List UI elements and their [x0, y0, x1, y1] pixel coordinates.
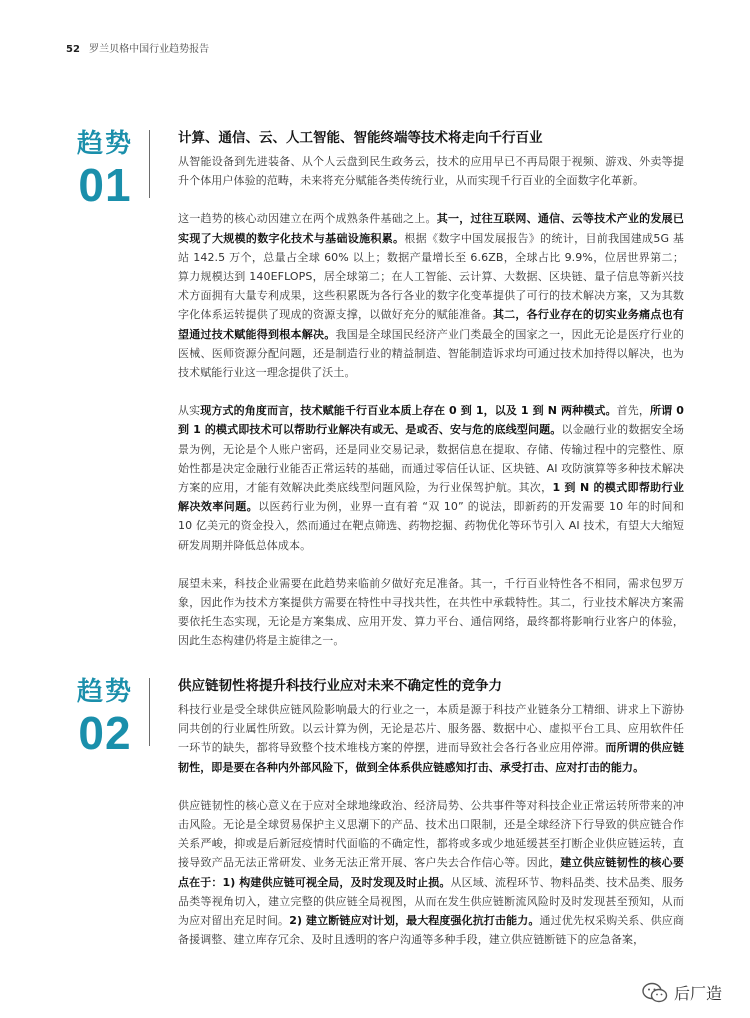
paragraph: [178, 796, 684, 950]
text-run: 根据《数字中国发展报告》的统计，目前我国建成5G 基站 142.5 万个，总量占全球 60% 以上；数据产量增长至 6.6ZB，全球占比 9.9%，位居世界第二；算力规模达到 140EFLOPS，居全球第二；在人工智能、云计算、大数据、区块链、量子信息等新兴技术方面拥有大量专利成果，这些积累既为各行各业的数字化变革提供了可行的技术解决方案，又为其数字化体系运转提供了现成的资源支撑，以做好充分的赋能准备。: [178, 231, 684, 322]
watermark-text: 后厂造: [673, 984, 722, 1003]
trend-word: 趋势: [76, 677, 133, 707]
bold-text: 1 到 N 的模式即帮助行业解决效率问题。: [178, 481, 684, 514]
wechat-icon: [642, 982, 668, 1004]
paragraph: [178, 401, 684, 555]
text-run: 以医药行业为例，业界一直有着 “双 10” 的说法，即新药的开发需要 10 年的时间和 10 亿美元的资金投入，然而通过在靶点筛选、药物挖掘、药物优化等环节引入 AI 技术，有望大大缩短研发周期并降低总体成本。: [178, 500, 684, 552]
paragraph: 从智能设备到先进装备、从个人云盘到民生政务云，技术的应用早已不再局限于视频、游戏、外卖等提升个体用户体验的范畴，未来将充分赋能各类传统行业，从而实现千行百业的全面数字化革新。: [178, 155, 684, 188]
text-run: 供应链韧性的核心意义在于应对全球地缘政治、经济局势、公共事件等对科技企业正常运转所带来的冲击风险。无论是全球贸易保护主义思潮下的产品、技术出口限制，还是全球经济下行导致的供应链合作关系严峻，抑或是后新冠疫情时代面临的不确定性，都将或多或少地延缓甚至打断企业供应链运转，直接导致产品无法正常研发、业务无法正常开展、客户失去合作信心等。因此，: [178, 798, 684, 870]
page-header: [66, 40, 209, 55]
trend-01-section: [178, 128, 684, 670]
section-divider: [149, 130, 150, 198]
trend-02-label: [70, 676, 140, 758]
trend-number: 01: [78, 159, 132, 211]
text-run: 以金融行业的数据安全场景为例，无论是个人账户密码，还是同业交易记录，数据信息在提取、存储、传输过程中的完整性、原始性都是决定金融行业能否正常运转的基础，而通过零信任认证、区块链、AI 攻防演算等多种技术解决方案的应用，才能有效解决此类底线型问题风险，为行业保驾护航。其次，: [178, 423, 684, 495]
page-number: 52: [66, 44, 80, 55]
bold-text: 建立供应链韧性的核心要点在于：1) 构建供应链可视全局，及时发现及时止损。: [178, 856, 684, 889]
trend-02-section: [178, 676, 684, 968]
section-title: 计算、通信、云、人工智能、智能终端等技术将走向千行百业: [178, 130, 543, 146]
text-run: 我国是全球国民经济产业门类最全的国家之一，因此无论是医疗行业的医械、医师资源分配问题，还是制造行业的精益制造、智能制造诉求均可通过技术加持得以解决，也为技术赋能行业这一理念提供了沃土。: [178, 327, 684, 380]
trend-number: 02: [78, 707, 132, 759]
bold-text: 其一，过往互联网、通信、云等技术产业的发展已实现了大规模的数字化技术与基础设施积累。: [178, 212, 684, 245]
bold-text: 而所谓的供应链韧性，即是要在各种内外部风险下，做到全体系供应链感知打击、承受打击、应对打击的能力。: [178, 741, 685, 774]
bold-text: 所谓 0 到 1 的模式即技术可以帮助行业解决有或无、是或否、安与危的底线型问题。: [178, 404, 684, 437]
bold-text: 现方式的角度而言，技术赋能千行百业本质上存在 0 到 1，以及 1 到 N 两种模式。: [200, 404, 617, 418]
section-divider: [149, 678, 150, 746]
bold-text: 2) 建立断链应对计划，最大程度强化抗打击能力。: [289, 914, 540, 928]
bold-text: 其二，各行业存在的切实业务痛点也有望通过技术赋能得到根本解决。: [178, 308, 684, 341]
text-run: 这一趋势的核心动因建立在两个成熟条件基础之上。: [178, 212, 437, 226]
text-run: 从区域、流程环节、物料品类、技术品类、服务品类等视角切入，建立完整的供应链全局视图，从而在发生供应链断流风险时及时发现甚至预知，从而为应对留出充足时间。: [178, 875, 685, 928]
text-run: 从实: [178, 404, 201, 418]
trend-01-label: [70, 128, 140, 210]
text-run: 通过优先权采购关系、供应商备援调整、建立库存冗余、及时且透明的客户沟通等多种手段，建立供应链断链下的应急备案，: [178, 914, 684, 947]
watermark: [642, 981, 722, 1004]
text-run: 展望未来，科技企业需要在此趋势来临前夕做好充足准备。其一，千行百业特性各不相同，需求包罗万象，因此作为技术方案提供方需要在特性中寻找共性，在共性中承载特性。其二，行业技术解决方案需要依托生态实现，无论是方案集成、应用开发、算力平台、通信网络，最终都将影响行业客户的体验，因此生态构建仍将是主旋律之一。: [178, 576, 684, 648]
paragraph: [178, 700, 684, 777]
paragraph: [178, 209, 684, 382]
trend-word: 趋势: [76, 129, 133, 159]
text-run: 科技行业是受全球供应链风险影响最大的行业之一，本质是源于科技产业链条分工精细、讲求上下游协同共创的行业属性所致。以云计算为例，无论是芯片、服务器、数据中心、虚拟平台工具、应用软件任一环节的缺失，都将导致整个技术堆栈方案的停摆，进而导致社会各行各业应用停滞。: [178, 703, 684, 755]
report-title: 罗兰贝格中国行业趋势报告: [89, 44, 210, 55]
section-title: 供应链韧性将提升科技行业应对未来不确定性的竞争力: [178, 678, 502, 694]
paragraph: [178, 574, 684, 651]
text-run: 首先，: [616, 404, 651, 418]
